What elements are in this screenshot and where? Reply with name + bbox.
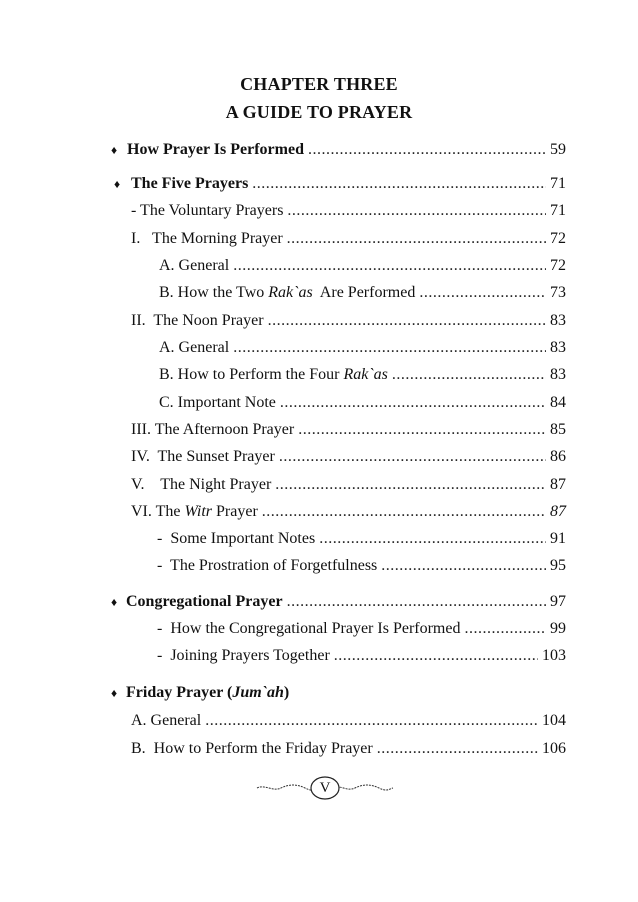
- toc-entry-label: B. How to Perform the Friday Prayer: [131, 740, 373, 757]
- toc-entry[interactable]: [0, 363, 638, 387]
- toc-entry[interactable]: [0, 644, 638, 668]
- toc-page-number: 106: [542, 740, 566, 757]
- toc-entry-label: B. How the Two Rak`as Are Performed: [159, 284, 416, 301]
- dot-leader: [308, 138, 546, 162]
- dot-leader: [298, 418, 546, 442]
- dot-leader: [334, 644, 538, 668]
- toc-entry-label: II. The Noon Prayer: [131, 312, 264, 329]
- toc-page-number: 97: [550, 593, 566, 610]
- toc-page-number: 84: [550, 394, 566, 411]
- chapter-number-heading: CHAPTER THREE: [240, 74, 398, 94]
- toc-page-number: 103: [542, 647, 566, 664]
- toc-entry-label: I. The Morning Prayer: [131, 230, 283, 247]
- toc-page-number: 95: [550, 557, 566, 574]
- toc-entry-label: - The Prostration of Forgetfulness: [157, 557, 378, 574]
- toc-entry-label: IV. The Sunset Prayer: [131, 448, 275, 465]
- toc-entry[interactable]: [0, 709, 638, 733]
- dot-leader: [381, 554, 546, 578]
- toc-entry-label: - The Voluntary Prayers: [131, 202, 284, 219]
- toc-entry[interactable]: [0, 336, 638, 360]
- toc-page-number: 87: [550, 476, 566, 493]
- dot-leader: [319, 527, 546, 551]
- toc-entry[interactable]: [0, 227, 638, 251]
- toc-entry-label: - Joining Prayers Together: [157, 647, 330, 664]
- toc-page-number: 72: [550, 230, 566, 247]
- toc-entry-label: V. The Night Prayer: [131, 476, 272, 493]
- toc-page-number: 83: [550, 366, 566, 383]
- dot-leader: [262, 500, 546, 524]
- toc-entry-label: - How the Congregational Prayer Is Performed: [157, 620, 461, 637]
- toc-entry[interactable]: [0, 391, 638, 415]
- toc-page-number: 86: [550, 448, 566, 465]
- toc-section-heading[interactable]: [0, 681, 638, 705]
- toc-page-number: 83: [550, 312, 566, 329]
- diamond-bullet-icon: ♦: [114, 177, 121, 191]
- dot-leader: [205, 709, 538, 733]
- diamond-bullet-icon: ♦: [111, 595, 118, 609]
- dot-leader: [275, 473, 546, 497]
- dot-leader: [377, 737, 538, 761]
- footer-page-numeral: V: [319, 780, 331, 796]
- toc-entry-label: A. General: [131, 712, 202, 729]
- toc-page-number: 91: [550, 530, 566, 547]
- toc-page-number: 104: [542, 712, 566, 729]
- dot-leader: [287, 199, 546, 223]
- dot-leader: [233, 336, 546, 360]
- toc-entry-label: Friday Prayer (Jum`ah): [126, 684, 290, 701]
- diamond-bullet-icon: ♦: [111, 686, 118, 700]
- toc-entry[interactable]: [0, 138, 638, 162]
- page-number-ornament: [255, 775, 395, 801]
- toc-page-number: 87: [550, 503, 566, 520]
- toc-entry-label: - Some Important Notes: [157, 530, 316, 547]
- dot-leader: [268, 309, 546, 333]
- toc-entry[interactable]: [0, 254, 638, 278]
- dot-leader: [464, 617, 546, 641]
- dot-leader: [279, 445, 546, 469]
- toc-entry[interactable]: [0, 418, 638, 442]
- dot-leader: [287, 590, 546, 614]
- toc-entry[interactable]: [0, 172, 638, 196]
- toc-entry[interactable]: [0, 590, 638, 614]
- toc-page-number: 59: [550, 141, 566, 158]
- dot-leader: [392, 363, 546, 387]
- toc-entry[interactable]: [0, 737, 638, 761]
- dot-leader: [252, 172, 546, 196]
- dot-leader: [233, 254, 546, 278]
- toc-page-number: 71: [550, 175, 566, 192]
- toc-page-number: 72: [550, 257, 566, 274]
- toc-page-number: 85: [550, 421, 566, 438]
- diamond-bullet-icon: ♦: [111, 143, 118, 157]
- toc-entry-label: Congregational Prayer: [126, 593, 283, 610]
- toc-entry-label: C. Important Note: [159, 394, 276, 411]
- dot-leader: [419, 281, 546, 305]
- toc-entry-label: B. How to Perform the Four Rak`as: [159, 366, 388, 383]
- toc-page-number: 99: [550, 620, 566, 637]
- toc-page-number: 71: [550, 202, 566, 219]
- toc-entry-label: VI. The Witr Prayer: [131, 503, 258, 520]
- toc-entry-label: A. General: [159, 257, 230, 274]
- toc-entry-label: A. General: [159, 339, 230, 356]
- toc-entry[interactable]: [0, 281, 638, 305]
- toc-entry-label: The Five Prayers: [131, 175, 249, 192]
- toc-entry[interactable]: [0, 554, 638, 578]
- toc-entry[interactable]: [0, 527, 638, 551]
- toc-page-number: 83: [550, 339, 566, 356]
- dot-leader: [287, 227, 546, 251]
- toc-page-number: 73: [550, 284, 566, 301]
- toc-entry[interactable]: [0, 473, 638, 497]
- toc-entry-label: III. The Afternoon Prayer: [131, 421, 295, 438]
- toc-entry[interactable]: [0, 500, 638, 524]
- toc-entry[interactable]: [0, 617, 638, 641]
- toc-entry[interactable]: [0, 445, 638, 469]
- toc-entry[interactable]: [0, 309, 638, 333]
- toc-entry[interactable]: [0, 199, 638, 223]
- dot-leader: [280, 391, 546, 415]
- toc-entry-label: How Prayer Is Performed: [127, 141, 304, 158]
- chapter-title: A GUIDE TO PRAYER: [225, 102, 413, 122]
